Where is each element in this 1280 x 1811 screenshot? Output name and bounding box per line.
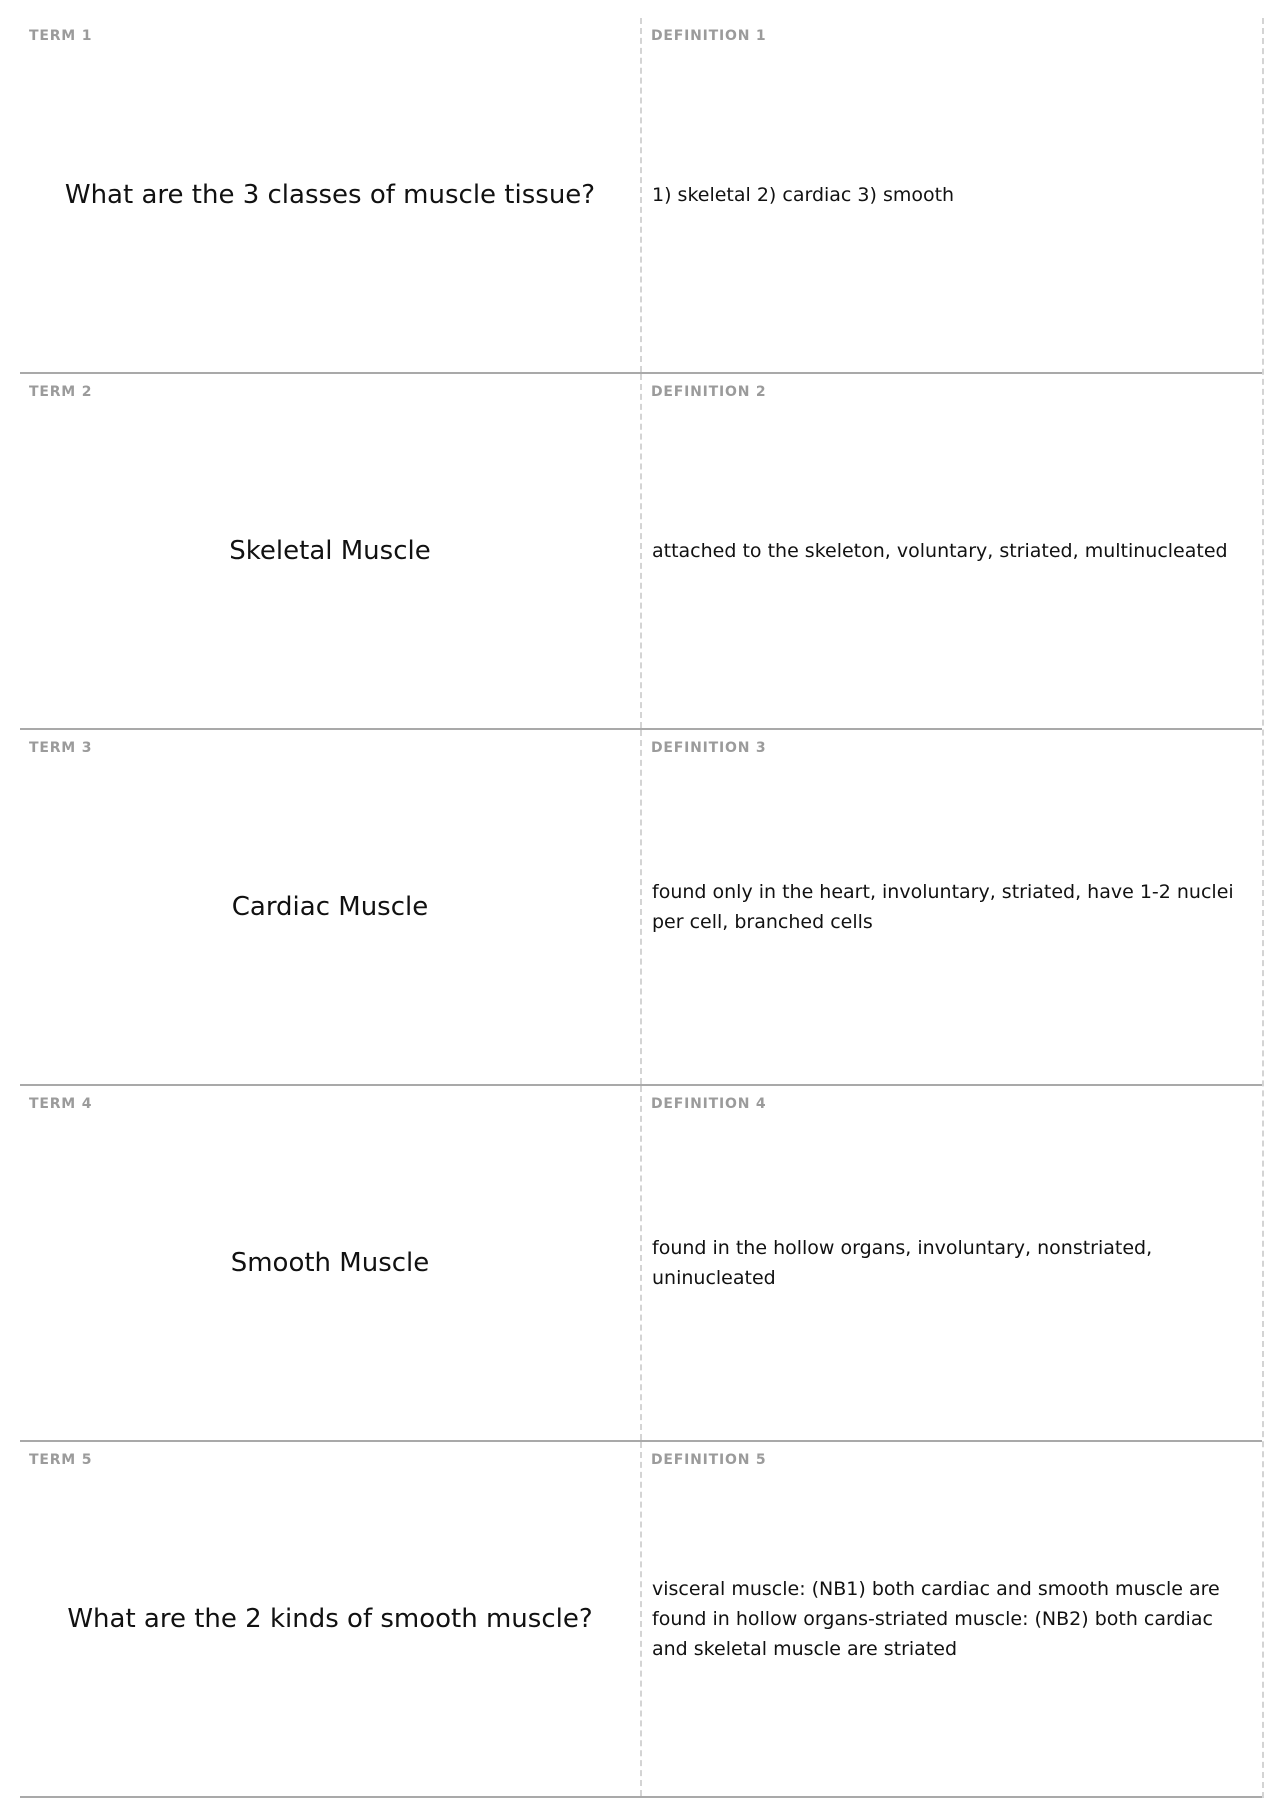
flashcard-row xyxy=(20,374,1262,730)
definition-label: DEFINITION 1 xyxy=(651,28,767,44)
definition-label: DEFINITION 2 xyxy=(651,384,767,400)
term-text: Skeletal Muscle xyxy=(229,536,431,566)
flashcard-row xyxy=(20,730,1262,1086)
term-text: Cardiac Muscle xyxy=(231,892,429,922)
definition-text: 1) skeletal 2) cardiac 3) smooth xyxy=(652,184,955,206)
definition-cell xyxy=(642,374,1262,728)
definition-text: attached to the skeleton, voluntary, striated, multinucleated xyxy=(652,540,1228,562)
term-label: TERM 5 xyxy=(29,1452,93,1468)
definition-label: DEFINITION 4 xyxy=(651,1096,767,1112)
flashcard-row xyxy=(20,1086,1262,1442)
definition-text: found in the hollow organs, involuntary, nonstriated, uninucleated xyxy=(652,1237,1153,1289)
term-text: What are the 3 classes of muscle tissue? xyxy=(64,180,596,210)
definition-text: found only in the heart, involuntary, striated, have 1-2 nuclei per cell, branched cells xyxy=(652,881,1234,933)
term-text: What are the 2 kinds of smooth muscle? xyxy=(67,1604,593,1634)
flashcard-sheet xyxy=(20,18,1264,1798)
term-label: TERM 4 xyxy=(29,1096,93,1112)
term-cell xyxy=(20,18,642,372)
definition-text: visceral muscle: (NB1) both cardiac and smooth muscle are found in hollow organs-striated muscle: (NB2) both cardiac and skeletal muscle are striated xyxy=(652,1578,1220,1660)
definition-cell xyxy=(642,1086,1262,1440)
definition-label: DEFINITION 5 xyxy=(651,1452,767,1468)
term-cell xyxy=(20,1086,642,1440)
definition-cell xyxy=(642,1442,1262,1796)
flashcard-row xyxy=(20,1442,1262,1798)
term-label: TERM 3 xyxy=(29,740,93,756)
definition-cell xyxy=(642,730,1262,1084)
term-label: TERM 1 xyxy=(29,28,93,44)
term-cell xyxy=(20,374,642,728)
term-cell xyxy=(20,730,642,1084)
term-text: Smooth Muscle xyxy=(230,1248,430,1278)
term-cell xyxy=(20,1442,642,1796)
flashcard-row xyxy=(20,18,1262,374)
definition-cell xyxy=(642,18,1262,372)
term-label: TERM 2 xyxy=(29,384,93,400)
definition-label: DEFINITION 3 xyxy=(651,740,767,756)
